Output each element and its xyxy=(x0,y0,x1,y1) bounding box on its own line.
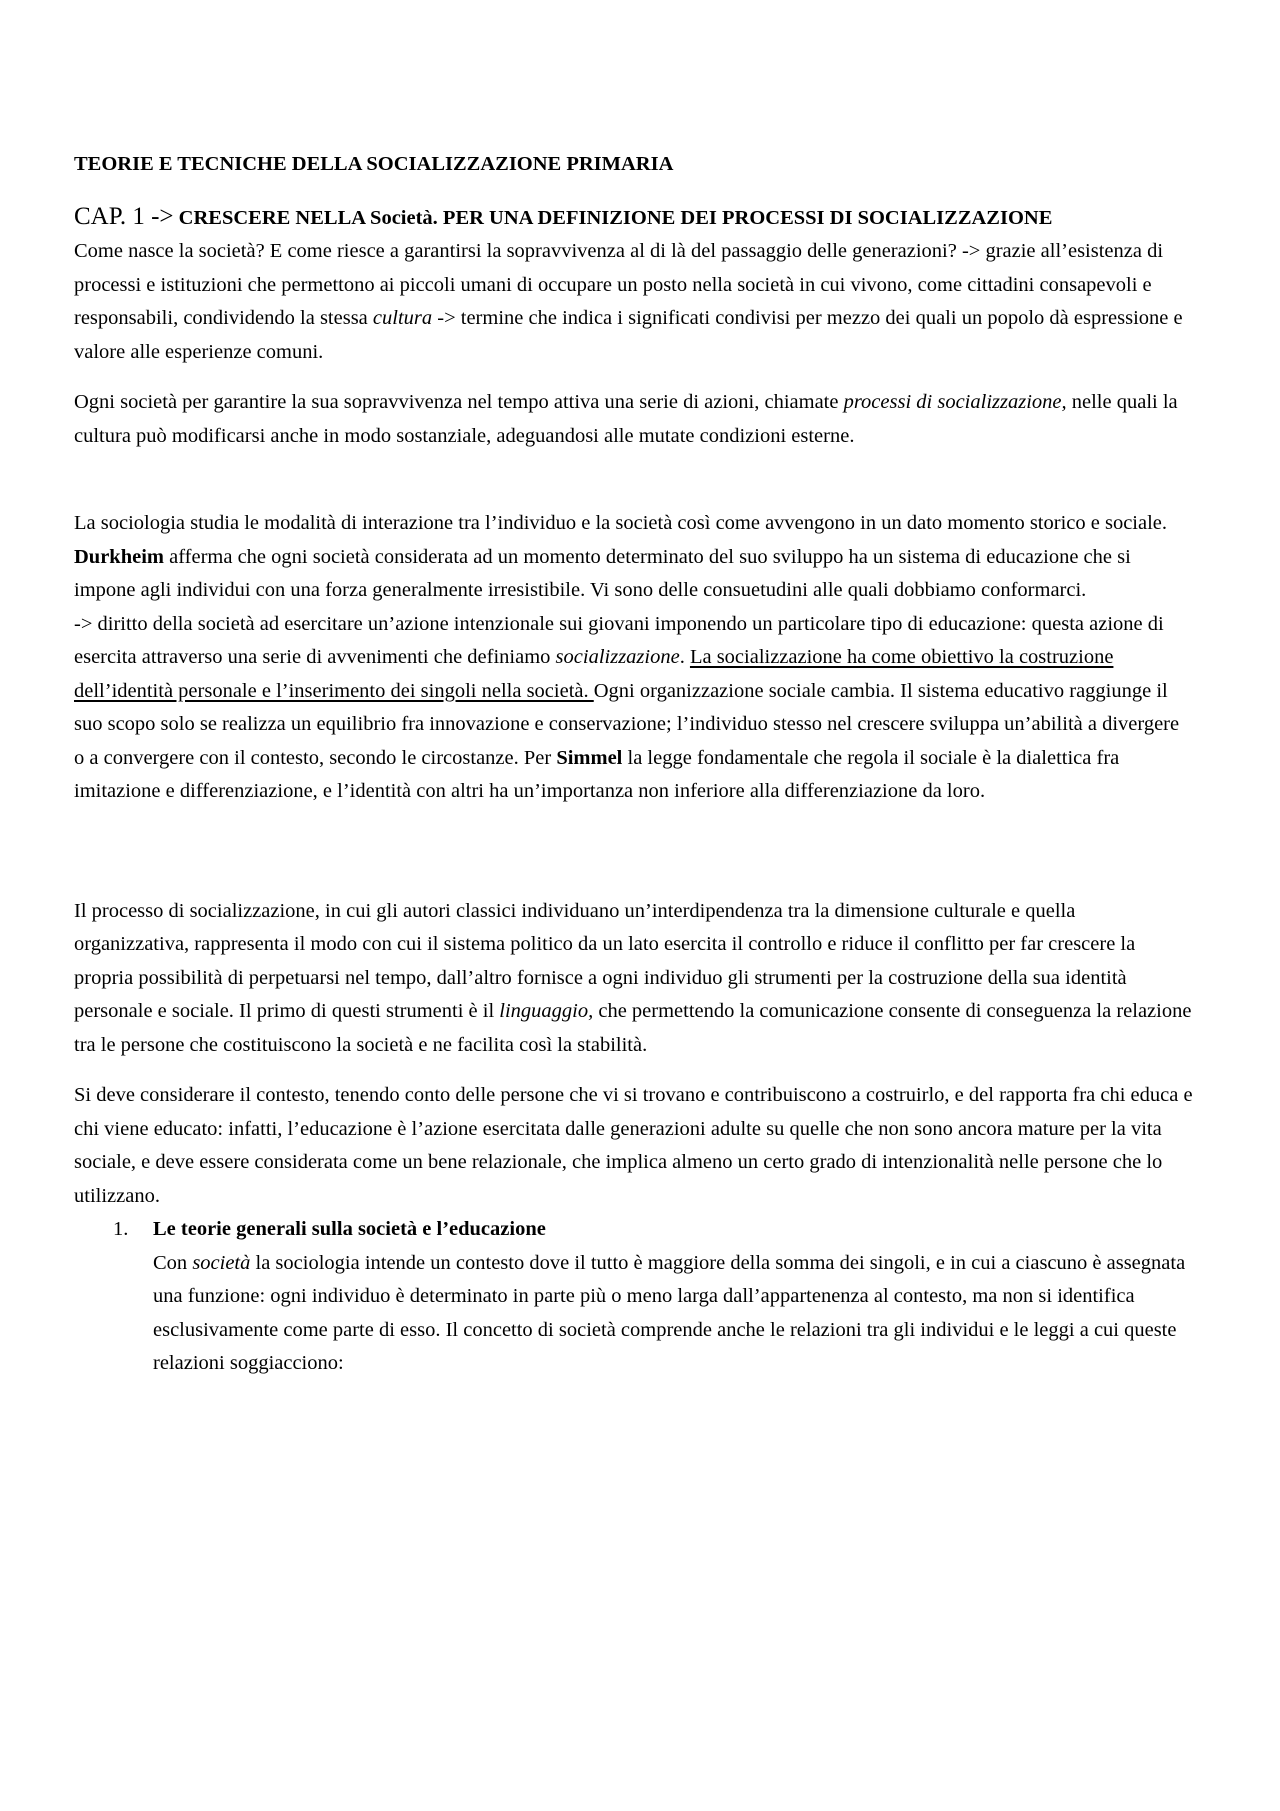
paragraph-processi: Ogni società per garantire la sua sopravvivenza nel tempo attiva una serie di azioni, chiamate processi di socializzazione, nelle quali la cultura può modificarsi anche in modo sostanziale, adeguandosi alle mutate condizioni esterne. xyxy=(74,391,1178,447)
term-societa: società xyxy=(192,1251,251,1274)
term-socializzazione: socializzazione xyxy=(555,646,680,668)
section-title: Le teorie generali sulla società e l’educazione xyxy=(153,1218,546,1240)
author-durkheim: Durkheim xyxy=(74,545,164,568)
section-list xyxy=(74,1213,1194,1381)
chapter-number: CAP. 1 -> xyxy=(74,203,174,230)
chapter-heading xyxy=(74,200,1194,235)
term-linguaggio: linguaggio, xyxy=(499,1000,594,1022)
paragraph-contesto: Si deve considerare il contesto, tenendo conto delle persone che vi si trovano e contribuiscono a costruirlo, e del rapporta fra chi educa e chi viene educato: infatti, l’educazione è l’azione esercitata dalle generazioni adulte su quelle che non sono ancora mature per la vita sociale, e deve essere considerata come un bene relazionale, che implica almeno un certo grado di intenzionalità nelle persone che lo utilizzano. xyxy=(74,1084,1193,1207)
chapter-title: CRESCERE NELLA Società. PER UNA DEFINIZIONE DEI PROCESSI DI SOCIALIZZAZIONE xyxy=(173,207,1053,229)
author-simmel: Simmel xyxy=(556,746,623,769)
document-title: TEORIE E TECNICHE DELLA SOCIALIZZAZIONE PRIMARIA xyxy=(74,153,674,175)
list-item: 1. Le teorie generali sulla società e l’educazione Con società la sociologia intende un contesto dove il tutto è maggiore della somma dei singoli, e in cui a ciascuno è assegnata una funzione: ogni individuo è determinato in parte più o meno larga dall’appartenenza al contesto, ma non si identifica esclusivamente come parte di esso. Il concetto di società comprende anche le relazioni tra gli individui e le leggi a cui queste relazioni soggiacciono: xyxy=(74,1213,1194,1381)
term-cultura: cultura xyxy=(372,307,433,329)
underlined-definition: La socializzazione ha come obiettivo la costruzione dell’identità personale e l’inserimento dei singoli nella società. xyxy=(74,646,1114,702)
term-processi: processi di socializzazione, xyxy=(843,391,1067,413)
paragraph-processo: Il processo di socializzazione, in cui gli autori classici individuano un’interdipendenza tra la dimensione culturale e quella organizzativa, rappresenta il modo con cui il sistema politico da un lato esercita il controllo e riduce il conflitto per far crescere la propria possibilità di perpetuarsi nel tempo, dall’altro fornisce a ogni individuo gli strumenti per la costruzione della sua identità personale e sociale. Il primo di questi strumenti è il linguaggio, che permettendo la comunicazione consente di conseguenza la relazione tra le persone che costituiscono la società e ne facilita così la stabilità. xyxy=(74,899,1192,1056)
document-body xyxy=(74,150,1194,1381)
list-number: 1. xyxy=(113,1218,129,1240)
paragraph-durkheim: La sociologia studia le modalità di interazione tra l’individuo e la società così come avvengono in un dato momento storico e sociale. Durkheim afferma che ogni società considerata ad un momento determinato del suo sviluppo ha un sistema di educazione che si impone agli individui con una forza generalmente irresistibile. Vi sono delle consuetudini alle quali dobbiamo conformarci. -> diritto della società ad esercitare un’azione intenzionale sui giovani imponendo un particolare tipo di educazione: questa azione di esercita attraverso una serie di avvenimenti che definiamo socializzazione. La socializzazione ha come obiettivo la costruzione dell’identità personale e l’inserimento dei singoli nella società. Ogni organizzazione sociale cambia. Il sistema educativo raggiunge il suo scopo solo se realizza un equilibrio fra innovazione e conservazione; l’individuo stesso nel crescere sviluppa un’abilità a divergere o a convergere con il contesto, secondo le circostanze. Per Simmel la legge fondamentale che regola il sociale è la dialettica fra imitazione e differenziazione, e l’identità con altri ha un’importanza non inferiore alla differenziazione da loro. xyxy=(74,512,1180,802)
paragraph-intro: Come nasce la società? E come riesce a garantirsi la sopravvivenza al di là del passaggio delle generazioni? -> grazie all’esistenza di processi e istituzioni che permettono ai piccoli umani di occupare un posto nella società in cui vivono, come cittadini consapevoli e responsabili, condividendo la stessa cultura -> termine che indica i significati condivisi per mezzo dei quali un popolo dà espressione e valore alle esperienze comuni. xyxy=(74,240,1183,363)
